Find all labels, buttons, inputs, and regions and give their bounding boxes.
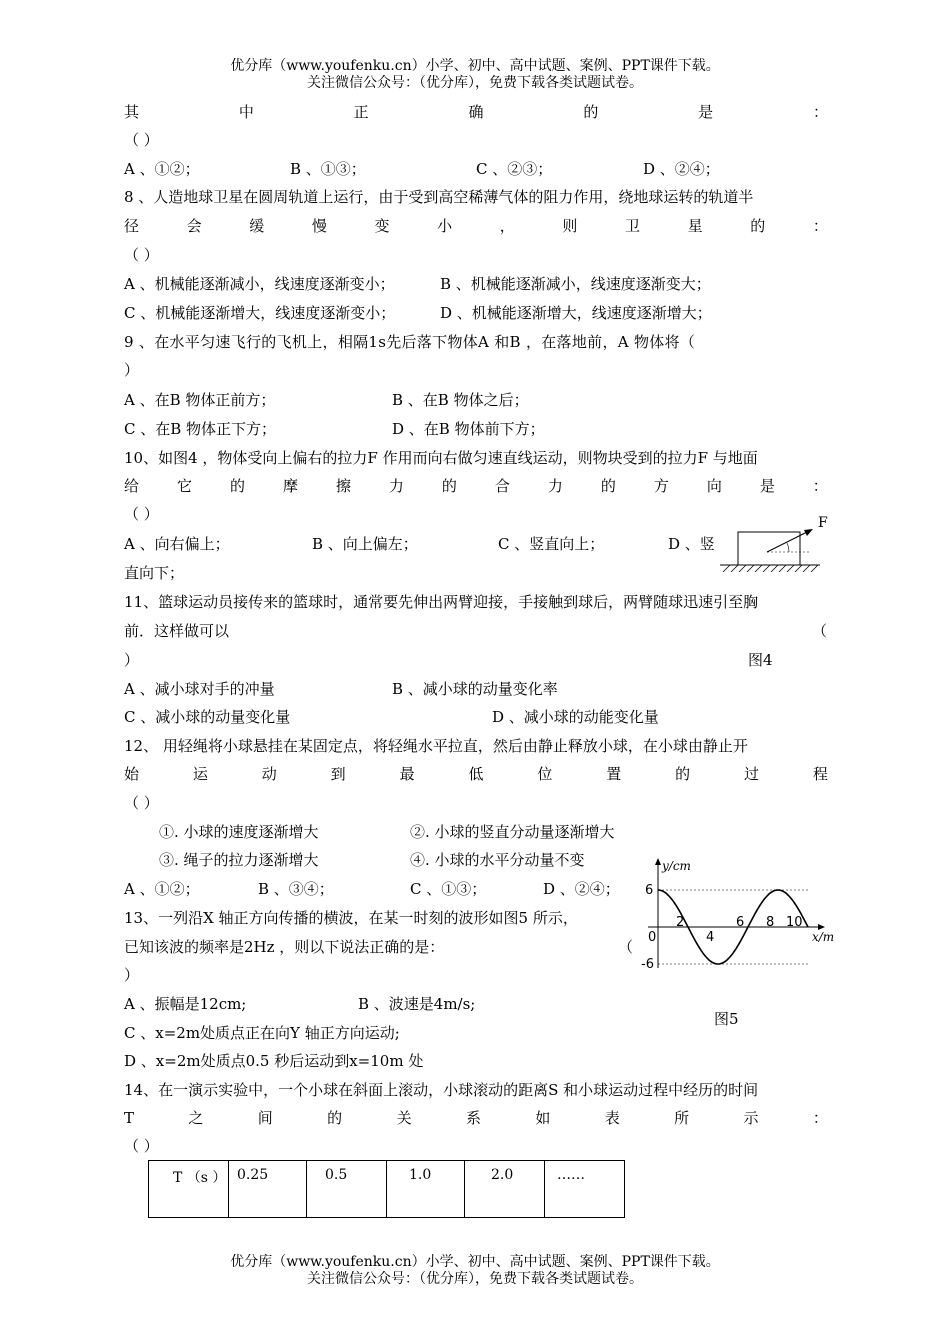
q8-line-1: 8 、人造地球卫星在圆周轨道上运行，由于受到高空稀薄气体的阻力作用，绕地球运转的轨道半 [124,188,754,206]
q7-option-c: C 、②③； [476,160,553,178]
word: 力 [388,477,404,495]
q8-line-2 [124,216,828,236]
word: 是 [698,103,714,121]
word: 位 [537,765,553,783]
word: 所 [674,1109,690,1127]
x-tick-4: 4 [706,930,715,945]
q10-option-cont: 直向下； [124,564,185,582]
word: 星 [687,217,703,235]
word: 示 [743,1109,759,1127]
word: 擦 [335,477,351,495]
block [738,532,800,565]
figure-4-diagram [715,512,835,578]
q7-blank: （ ） [124,131,159,149]
figure-5-wave-graph [640,856,835,972]
q12-statement-4: ④. 小球的水平分动量不变 [410,851,585,869]
x-axis-label: x/m [812,930,835,944]
q8-option-a: A 、机械能逐渐减小，线速度逐渐变小； [124,275,395,293]
q9-option-c: C 、在B 物体正下方； [124,420,277,438]
word: 系 [465,1109,481,1127]
q9-option-b: B 、在B 物体之后； [392,391,529,409]
q12-line-1: 12、 用轻绳将小球悬挂在某固定点，将轻绳水平拉直，然后由静止释放小球，在小球由静止开 [124,737,748,755]
word: ： [812,1109,828,1127]
word: 径 [124,217,140,235]
q12-statement-1: ①. 小球的速度逐渐增大 [159,823,319,841]
word: 它 [176,477,192,495]
word: 关 [396,1109,412,1127]
word: 是 [759,477,775,495]
q14-table [148,1160,625,1218]
q10-option-b: B 、向上偏左； [312,535,418,553]
q13-line-2: 已知该波的频率是2Hz ，则以下说法正确的是： [124,938,445,956]
table-cell: …… [545,1161,625,1218]
q14-blank: （ ） [124,1137,159,1155]
q10-option-c: C 、竖直向上； [498,535,605,553]
q12-line-2 [124,764,828,784]
word: 确 [468,103,484,121]
word: ： [812,217,828,235]
table-cell: 1.0 [387,1161,465,1218]
q11-line-2: 前．这样做可以 [124,622,230,640]
word: 合 [494,477,510,495]
q12-statement-2: ②. 小球的竖直分动量逐渐增大 [410,823,615,841]
q7-option-d: D 、②④； [643,160,720,178]
q11-option-b: B 、减小球的动量变化率 [392,680,558,698]
q14-line-2 [124,1108,828,1128]
q12-blank: （ ） [124,794,159,812]
x-tick-8: 8 [766,915,775,930]
word: ： [812,103,828,121]
word: 的 [750,217,766,235]
q9-line-1: 9 、在水平匀速飞行的飞机上，相隔1s先后落下物体A 和B ，在落地前，A 物体将（ [124,333,696,351]
y-tick-neg6: -6 [641,957,654,972]
word: 摩 [282,477,298,495]
word: 间 [257,1109,273,1127]
word: 慢 [311,217,327,235]
footer-line-2: 关注微信公众号：（优分库），免费下载各类试题试卷。 [307,1271,643,1287]
y-axis-arrow [655,858,661,865]
figure-4-caption: 图4 [748,651,773,669]
q12-option-b: B 、③④； [258,880,334,898]
q12-option-a: A 、①②； [124,880,200,898]
q8-option-b: B 、机械能逐渐减小，线速度逐渐变大； [440,275,711,293]
table-cell: 0.25 [229,1161,307,1218]
word: 过 [744,765,760,783]
y-tick-6: 6 [645,883,654,898]
q7-option-a: A 、①②； [124,160,200,178]
word: ， [499,217,515,235]
word: 的 [583,103,599,121]
word: 缓 [249,217,265,235]
word: 到 [330,765,346,783]
q11-option-a: A 、减小球对手的冲量 [124,680,275,698]
header-line-2: 关注微信公众号：（优分库），免费下载各类试题试卷。 [307,75,643,91]
q14-line-1: 14、在一演示实验中，一个小球在斜面上滚动，小球滚动的距离S 和小球运动过程中经历的时间 [124,1081,759,1099]
q13-option-b: B 、波速是4m/s; [358,995,476,1013]
word: 如 [535,1109,551,1127]
word: 中 [238,103,254,121]
word: 程 [812,765,828,783]
word: 置 [606,765,622,783]
word: 力 [547,477,563,495]
word: 给 [124,477,140,495]
x-tick-2: 2 [676,915,685,930]
ground-hatching [723,565,818,572]
q13-option-d: D 、x=2m处质点0.5 秒后运动到x=10m 处 [124,1052,424,1070]
word: T [124,1109,135,1127]
word: 小 [437,217,453,235]
y-axis-label: y/cm [662,859,691,873]
q11-paren-close: ） [124,651,140,669]
word: 会 [186,217,202,235]
q7-stem [124,102,828,122]
word: 向 [706,477,722,495]
q8-option-c: C 、机械能逐渐增大，线速度逐渐变小； [124,304,396,322]
word: 动 [261,765,277,783]
q11-paren-open: （ [812,622,828,640]
word: 的 [675,765,691,783]
q8-blank: （ ） [124,246,159,264]
word: 最 [399,765,415,783]
word: 的 [229,477,245,495]
x-tick-6: 6 [736,915,745,930]
q11-line-1: 11、篮球运动员接传来的篮球时，通常要先伸出两臂迎接，手接触到球后，两臂随球迅速引至胸 [124,593,759,611]
q7-option-b: B 、①③； [290,160,366,178]
word: 方 [653,477,669,495]
word: 的 [600,477,616,495]
q13-line-1: 13、一列沿X 轴正方向传播的横波，在某一时刻的波形如图5 所示， [124,909,578,927]
force-arrowhead [804,529,813,536]
q11-option-c: C 、减小球的动量变化量 [124,708,291,726]
header-line-1: 优分库（www.youfenku.cn）小学、初中、高中试题、案例、PPT课件下载。 [230,58,720,74]
word: 则 [562,217,578,235]
q10-option-a: A 、向右偏上； [124,535,230,553]
origin-label: 0 [648,930,657,945]
angle-arc [787,543,789,552]
word: 运 [192,765,208,783]
q12-option-c: C 、①③； [410,880,487,898]
q10-line-2 [124,476,828,496]
word: 的 [327,1109,343,1127]
word: 表 [604,1109,620,1127]
footer-line-1: 优分库（www.youfenku.cn）小学、初中、高中试题、案例、PPT课件下载。 [230,1254,720,1270]
word: 正 [353,103,369,121]
q13-option-c: C 、x=2m处质点正在向Y 轴正方向运动; [124,1024,400,1042]
q12-statement-3: ③. 绳子的拉力逐渐增大 [159,851,319,869]
figure-5-caption: 图5 [714,1010,739,1028]
word: 变 [374,217,390,235]
q9-option-d: D 、在B 物体前下方； [392,420,545,438]
word: 低 [468,765,484,783]
q9-option-a: A 、在B 物体正前方； [124,391,276,409]
table-cell: 2.0 [465,1161,545,1218]
q11-option-d: D 、减小球的动能变化量 [492,708,659,726]
q10-option-d: D 、竖 [668,535,715,553]
word: 其 [124,103,140,121]
word: ： [812,477,828,495]
q10-blank: （ ） [124,505,159,523]
q8-option-d: D 、机械能逐渐增大，线速度逐渐增大； [440,304,712,322]
q13-paren-close: ） [124,966,140,984]
force-label: F [818,515,828,531]
table-cell-header: T （s ） [149,1161,229,1218]
word: 卫 [625,217,641,235]
q9-line-2: ） [124,361,140,379]
table-cell: 0.5 [307,1161,387,1218]
q12-option-d: D 、②④； [543,880,620,898]
word: 的 [441,477,457,495]
word: 始 [124,765,140,783]
table-row [149,1161,625,1218]
q13-option-a: A 、振幅是12cm; [124,995,247,1013]
q10-line-1: 10、如图4 ，物体受向上偏右的拉力F 作用而向右做匀速直线运动，则物块受到的拉力F 与地面 [124,449,758,467]
x-tick-10: 10 [786,915,803,930]
q13-paren-open: （ [618,938,634,956]
word: 之 [188,1109,204,1127]
